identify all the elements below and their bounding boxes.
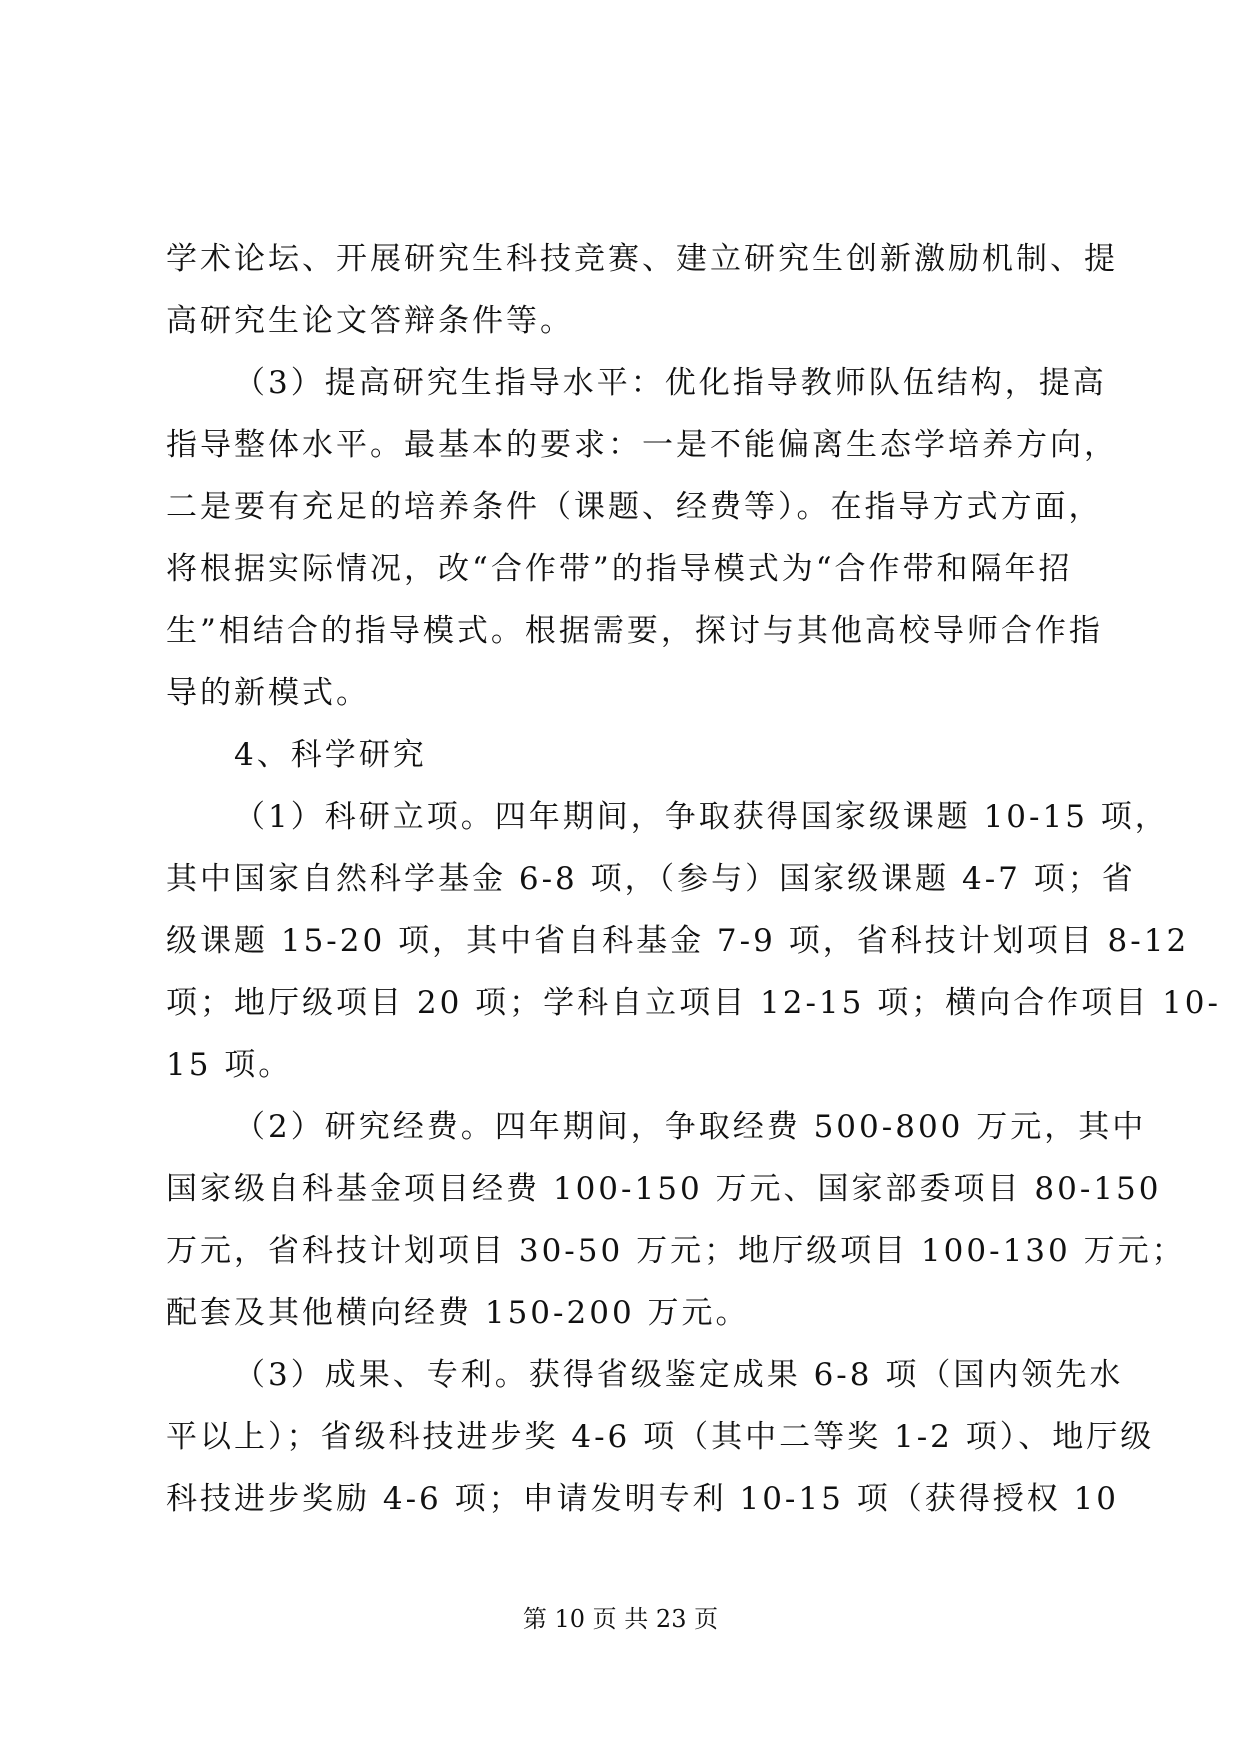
text-line-2: 高研究生论文答辩条件等。 xyxy=(166,303,574,339)
text-line-15: （2）研究经费。四年期间，争取经费 500-800 万元，其中 xyxy=(234,1109,1147,1145)
text-line-18: 配套及其他横向经费 150-200 万元。 xyxy=(166,1295,750,1331)
text-line-13: 项；地厅级项目 20 项；学科自立项目 12-15 项；横向合作项目 10- xyxy=(166,985,1222,1021)
text-line-5: 二是要有充足的培养条件（课题、经费等）。在指导方式方面， xyxy=(166,489,1103,525)
text-line-10: （1）科研立项。四年期间，争取获得国家级课题 10-15 项， xyxy=(234,799,1169,835)
text-line-1: 学术论坛、开展研究生科技竞赛、建立研究生创新激励机制、提 xyxy=(166,241,1118,277)
section-heading: 4、科学研究 xyxy=(234,737,427,773)
text-line-17: 万元，省科技计划项目 30-50 万元；地厅级项目 100-130 万元； xyxy=(166,1233,1186,1269)
body-text xyxy=(166,228,1222,1530)
page-footer xyxy=(0,1604,1241,1634)
text-line-7: 生”相结合的指导模式。根据需要，探讨与其他高校导师合作指 xyxy=(166,613,1103,649)
text-line-14: 15 项。 xyxy=(166,1047,293,1083)
text-line-8: 导的新模式。 xyxy=(166,675,370,711)
text-line-21: 科技进步奖励 4-6 项；申请发明专利 10-15 项（获得授权 10 xyxy=(166,1481,1120,1517)
text-line-4: 指导整体水平。最基本的要求：一是不能偏离生态学培养方向， xyxy=(166,427,1118,463)
text-line-3: （3）提高研究生指导水平：优化指导教师队伍结构，提高 xyxy=(234,365,1107,401)
text-line-20: 平以上）；省级科技进步奖 4-6 项（其中二等奖 1-2 项）、地厅级 xyxy=(166,1419,1155,1455)
page-number-label: 第 10 页 共 23 页 xyxy=(522,1605,719,1633)
text-line-19: （3）成果、专利。获得省级鉴定成果 6-8 项（国内领先水 xyxy=(234,1357,1124,1393)
text-line-11: 其中国家自然科学基金 6-8 项，（参与）国家级课题 4-7 项；省 xyxy=(166,861,1136,897)
text-line-6: 将根据实际情况，改“合作带”的指导模式为“合作带和隔年招 xyxy=(166,551,1073,587)
text-line-12: 级课题 15-20 项，其中省自科基金 7-9 项，省科技计划项目 8-12 xyxy=(166,923,1190,959)
text-line-16: 国家级自科基金项目经费 100-150 万元、国家部委项目 80-150 xyxy=(166,1171,1162,1207)
